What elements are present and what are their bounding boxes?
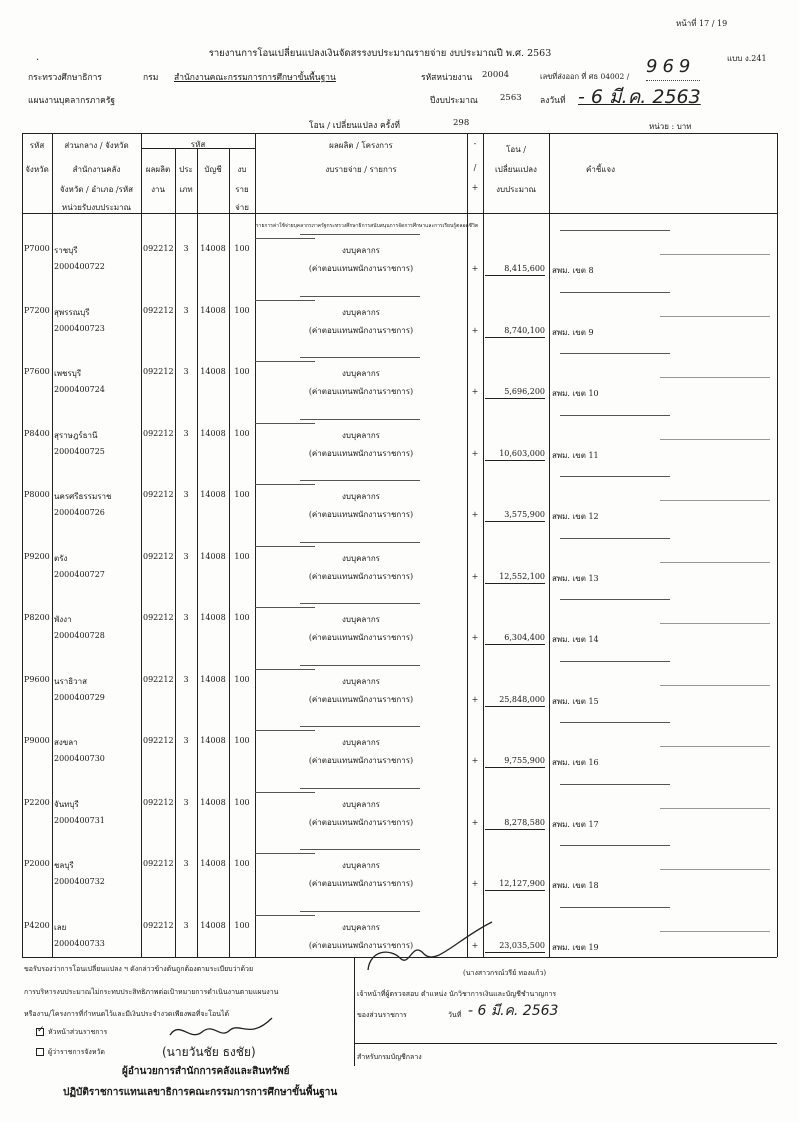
check-governor[interactable] (36, 1047, 105, 1058)
header-amount: เปลี่ยนแปลง (495, 165, 537, 174)
officer-unit: ของส่วนราชการ (357, 1011, 407, 1019)
budget-type: งบบุคลากร (342, 738, 380, 747)
scan-stroke (560, 845, 670, 846)
transfer-number: 298 (453, 118, 470, 128)
header-division: ส่วนกลาง / จังหวัด (64, 141, 129, 150)
col-line (141, 133, 142, 957)
header-type: เภท (179, 185, 193, 194)
type-code: 3 (183, 798, 189, 807)
check-governor-label: ผู้ว่าราชการจังหวัด (48, 1048, 105, 1056)
department-label: กรม (143, 73, 159, 83)
amount-underline (485, 521, 545, 522)
officer-date-label: วันที่ (448, 1011, 462, 1019)
type-code: 3 (183, 244, 189, 253)
account-code: 14008 (200, 921, 226, 930)
budget-type: งบบุคลากร (342, 369, 380, 378)
fiscal-year: 2563 (500, 93, 522, 103)
comptroller-label: สำหรับกรมบัญชีกลาง (357, 1053, 422, 1061)
area-code: P7600 (24, 367, 50, 376)
unit-code: 2000400727 (54, 570, 105, 579)
certification-line: การบริหารงบประมาณไม่กระทบประสิทธิภาพต่อเป้าหมายการดำเนินงานตามแผนงาน (24, 988, 279, 996)
unit-code: 2000400725 (54, 447, 105, 456)
sign: + (471, 695, 479, 704)
mark-dot: . (36, 52, 40, 63)
send-number: 969 (646, 56, 696, 77)
budget-item: (ค่าตอบแทนพนักงานราชการ) (308, 941, 414, 950)
checkbox-empty-icon (36, 1048, 44, 1056)
header-area-code: จังหวัด (25, 165, 49, 174)
sign: + (471, 326, 479, 335)
scan-stroke (560, 353, 670, 354)
amount: 23,035,500 (499, 941, 545, 950)
sign: + (471, 633, 479, 642)
remark: สพม. เขต 15 (552, 697, 599, 706)
budget-item: (ค่าตอบแทนพนักงานราชการ) (308, 510, 414, 519)
scan-stroke (300, 419, 420, 420)
amount: 12,552,100 (499, 572, 545, 581)
scan-stroke (560, 538, 670, 539)
remark: สพม. เขต 8 (552, 266, 594, 275)
scan-stroke (255, 238, 315, 239)
budget-type: งบบุคลากร (342, 800, 380, 809)
remark: สพม. เขต 9 (552, 328, 594, 337)
remark: สพม. เขต 18 (552, 881, 599, 890)
header-product: ผลผลิต (145, 165, 171, 174)
sign: + (471, 572, 479, 581)
remark: สพม. เขต 10 (552, 389, 599, 398)
scan-stroke (255, 484, 315, 485)
product-code: 092212 (143, 429, 174, 438)
header-output: งบรายจ่าย / รายการ (325, 165, 397, 174)
province-name: จันทบุรี (54, 800, 79, 809)
sign: + (471, 264, 479, 273)
account-code: 14008 (200, 798, 226, 807)
amount-underline (485, 829, 545, 830)
type-code: 3 (183, 490, 189, 499)
budget-item: (ค่าตอบแทนพนักงานราชการ) (308, 326, 414, 335)
amount-underline (485, 398, 545, 399)
area-code: P7200 (24, 306, 50, 315)
scan-stroke (255, 607, 315, 608)
account-code: 14008 (200, 306, 226, 315)
scan-stroke (300, 788, 420, 789)
amount: 8,415,600 (504, 264, 545, 273)
province-name: ชลบุรี (54, 861, 74, 870)
type-code: 3 (183, 859, 189, 868)
account-code: 14008 (200, 429, 226, 438)
product-code: 092212 (143, 736, 174, 745)
header-amount: โอน / (506, 145, 526, 154)
scan-stroke (255, 361, 315, 362)
officer-position: เจ้าหน้าที่ผู้ตรวจสอบ ตำแหน่ง นักวิชาการเงินและบัญชีชำนาญการ (357, 990, 557, 998)
unit-code: 2000400728 (54, 631, 105, 640)
unit-code-label: รหัสหน่วยงาน (421, 73, 473, 83)
sign: + (471, 879, 479, 888)
scan-stroke (255, 853, 315, 854)
budget-type: งบบุคลากร (342, 554, 380, 563)
signer-title: ผู้อำนวยการสำนักการคลังและสินทรัพย์ (122, 1066, 290, 1077)
amount: 8,740,100 (504, 326, 545, 335)
scan-stroke (660, 869, 770, 870)
header-area-code: รหัส (29, 141, 45, 150)
scan-stroke (255, 546, 315, 547)
sign: + (471, 510, 479, 519)
account-code: 14008 (200, 675, 226, 684)
expense-code: 100 (234, 859, 250, 868)
amount-underline (485, 706, 545, 707)
header-output: ผลผลิต / โครงการ (329, 141, 393, 150)
area-code: P2200 (24, 798, 50, 807)
scan-stroke (300, 234, 420, 235)
budget-type: งบบุคลากร (342, 677, 380, 686)
date-label: ลงวันที่ (540, 96, 566, 106)
row-banner: รายการค่าใช้จ่ายบุคลากรภาครัฐกระทรวงศึกษาธิการสนับสนุนการจัดการศึกษาและการเรียนรู้ตลอดชีวิต (256, 223, 479, 229)
footer-divider (354, 957, 355, 1066)
remark: สพม. เขต 13 (552, 574, 599, 583)
header-expense: งบ (237, 165, 247, 174)
amount: 5,696,200 (504, 387, 545, 396)
expense-code: 100 (234, 367, 250, 376)
expense-code: 100 (234, 490, 250, 499)
amount: 12,127,900 (499, 879, 545, 888)
scan-stroke (660, 685, 770, 686)
amount-underline (485, 583, 545, 584)
header-product: งาน (151, 185, 165, 194)
scan-stroke (660, 439, 770, 440)
header-account: บัญชี (204, 165, 222, 174)
account-code: 14008 (200, 552, 226, 561)
ministry-label: กระทรวงศึกษาธิการ (28, 73, 102, 83)
account-code: 14008 (200, 859, 226, 868)
scan-stroke (660, 808, 770, 809)
header-remark: คำชี้แจง (586, 165, 616, 174)
header-sign: - (473, 139, 477, 148)
amount: 9,755,900 (504, 756, 545, 765)
remark: สพม. เขต 19 (552, 943, 599, 952)
col-line (549, 133, 550, 957)
remark: สพม. เขต 17 (552, 820, 599, 829)
header-code: รหัส (190, 140, 206, 149)
scan-stroke (660, 746, 770, 747)
scan-stroke (300, 357, 420, 358)
scan-stroke (560, 784, 670, 785)
budget-type: งบบุคลากร (342, 492, 380, 501)
sign: + (471, 818, 479, 827)
type-code: 3 (183, 429, 189, 438)
page-number: หน้าที่ 17 / 19 (676, 19, 728, 28)
product-code: 092212 (143, 675, 174, 684)
type-code: 3 (183, 613, 189, 622)
header-type: ประ (179, 165, 193, 174)
unit-code: 2000400729 (54, 693, 105, 702)
province-name: ราชบุรี (54, 246, 78, 255)
expense-code: 100 (234, 921, 250, 930)
table-top-border (22, 133, 777, 134)
form-code: แบบ ง.241 (727, 54, 767, 63)
province-name: เพชรบุรี (54, 369, 82, 378)
scan-stroke (560, 599, 670, 600)
unit-code: 2000400730 (54, 754, 105, 763)
fiscal-year-label: ปีงบประมาณ (430, 96, 478, 106)
officer-name: (นางสาวกรณ์วรีย์ ทองแก้ว) (463, 969, 547, 977)
budget-item: (ค่าตอบแทนพนักงานราชการ) (308, 572, 414, 581)
type-code: 3 (183, 675, 189, 684)
province-name: สุราษฎร์ธานี (54, 431, 98, 440)
budget-item: (ค่าตอบแทนพนักงานราชการ) (308, 818, 414, 827)
scan-stroke (660, 500, 770, 501)
scan-stroke (560, 415, 670, 416)
product-code: 092212 (143, 613, 174, 622)
header-expense: ราย (235, 185, 249, 194)
amount-underline (485, 890, 545, 891)
unit-code: 2000400732 (54, 877, 105, 886)
col-line (483, 133, 484, 957)
area-code: P8400 (24, 429, 50, 438)
scan-stroke (560, 292, 670, 293)
scan-stroke (560, 476, 670, 477)
unit-code: 2000400723 (54, 324, 105, 333)
account-code: 14008 (200, 367, 226, 376)
plan-label: แผนงานบุคลากรภาครัฐ (28, 96, 116, 106)
sign: + (471, 449, 479, 458)
scan-stroke (660, 623, 770, 624)
budget-item: (ค่าตอบแทนพนักงานราชการ) (308, 633, 414, 642)
amount-underline (485, 644, 545, 645)
budget-item: (ค่าตอบแทนพนักงานราชการ) (308, 695, 414, 704)
account-code: 14008 (200, 490, 226, 499)
scan-stroke (300, 849, 420, 850)
type-code: 3 (183, 736, 189, 745)
remark: สพม. เขต 11 (552, 451, 599, 460)
amount: 10,603,000 (499, 449, 545, 458)
scan-stroke (660, 931, 770, 932)
scan-stroke (255, 423, 315, 424)
area-code: P8000 (24, 490, 50, 499)
footer-divider-h (354, 1043, 777, 1044)
budget-item: (ค่าตอบแทนพนักงานราชการ) (308, 264, 414, 273)
budget-type: งบบุคลากร (342, 431, 380, 440)
check-head-label: หัวหน้าส่วนราชการ (48, 1028, 108, 1036)
header-division: หน่วยรับงบประมาณ (61, 203, 132, 212)
product-code: 092212 (143, 244, 174, 253)
amount: 25,848,000 (499, 695, 545, 704)
expense-code: 100 (234, 552, 250, 561)
date-handwritten: - 6 มี.ค. 2563 (578, 86, 701, 108)
area-code: P9000 (24, 736, 50, 745)
budget-item: (ค่าตอบแทนพนักงานราชการ) (308, 449, 414, 458)
header-division: สำนักงานคลัง (72, 165, 121, 174)
col-line (52, 133, 53, 957)
scan-stroke (255, 300, 315, 301)
scan-stroke (255, 792, 315, 793)
product-code: 092212 (143, 921, 174, 930)
sign: + (471, 387, 479, 396)
expense-code: 100 (234, 244, 250, 253)
product-code: 092212 (143, 798, 174, 807)
scan-stroke (560, 722, 670, 723)
sign: + (471, 756, 479, 765)
remark: สพม. เขต 14 (552, 635, 599, 644)
scan-stroke (300, 665, 420, 666)
expense-code: 100 (234, 798, 250, 807)
type-code: 3 (183, 921, 189, 930)
expense-code: 100 (234, 306, 250, 315)
product-code: 092212 (143, 367, 174, 376)
budget-type: งบบุคลากร (342, 615, 380, 624)
scan-stroke (660, 254, 770, 255)
area-code: P9200 (24, 552, 50, 561)
unit-code: 2000400733 (54, 939, 105, 948)
product-code: 092212 (143, 490, 174, 499)
expense-code: 100 (234, 675, 250, 684)
scan-stroke (560, 661, 670, 662)
area-code: P4200 (24, 921, 50, 930)
unit-code: 2000400731 (54, 816, 105, 825)
budget-type: งบบุคลากร (342, 923, 380, 932)
checkbox-checked-icon (36, 1028, 44, 1036)
expense-code: 100 (234, 613, 250, 622)
officer-date: - 6 มี.ค. 2563 (468, 1003, 559, 1019)
col-line (22, 133, 23, 957)
scan-stroke (300, 542, 420, 543)
col-line (467, 133, 468, 957)
type-code: 3 (183, 306, 189, 315)
scan-stroke (300, 603, 420, 604)
unit-code: 20004 (482, 70, 510, 80)
scan-stroke (255, 730, 315, 731)
product-code: 092212 (143, 306, 174, 315)
province-name: ตรัง (54, 554, 68, 563)
amount: 3,575,900 (504, 510, 545, 519)
account-code: 14008 (200, 244, 226, 253)
budget-type: งบบุคลากร (342, 861, 380, 870)
scan-stroke (255, 915, 315, 916)
province-name: เลย (54, 923, 67, 932)
area-code: P9600 (24, 675, 50, 684)
product-code: 092212 (143, 552, 174, 561)
signer-acting: ปฏิบัติราชการแทนเลขาธิการคณะกรรมการการศึกษาขั้นพื้นฐาน (63, 1087, 338, 1098)
sign: + (471, 941, 479, 950)
header-division: จังหวัด / อำเภอ /รหัส (59, 185, 134, 194)
remark: สพม. เขต 12 (552, 512, 599, 521)
signer-name: (นายวันชัย ธงชัย) (162, 1045, 256, 1059)
scan-stroke (660, 562, 770, 563)
scan-stroke (560, 907, 670, 908)
type-code: 3 (183, 367, 189, 376)
province-name: นราธิวาส (54, 677, 88, 686)
budget-type: งบบุคลากร (342, 308, 380, 317)
report-title: รายงานการโอนเปลี่ยนแปลงเงินจัดสรรงบประมาณรายจ่าย งบประมาณปี พ.ศ. 2563 (208, 48, 552, 59)
scan-stroke (300, 296, 420, 297)
scan-stroke (300, 480, 420, 481)
unit-code: 2000400722 (54, 262, 105, 271)
header-amount: งบประมาณ (496, 185, 536, 194)
account-code: 14008 (200, 613, 226, 622)
expense-code: 100 (234, 736, 250, 745)
send-number-line (646, 80, 700, 81)
area-code: P7000 (24, 244, 50, 253)
certification-line: หรืองาน/โครงการที่กำหนดไว้และมีเงินประจำงวดเพียงพอที่จะโอนได้ (24, 1010, 230, 1018)
product-code: 092212 (143, 859, 174, 868)
col-line (777, 133, 778, 957)
header-sign: / (473, 163, 477, 172)
expense-code: 100 (234, 429, 250, 438)
type-code: 3 (183, 552, 189, 561)
budget-type: งบบุคลากร (342, 246, 380, 255)
province-name: พังงา (54, 615, 72, 624)
unit-code: 2000400726 (54, 508, 105, 517)
check-head-of-agency[interactable] (36, 1027, 107, 1038)
header-sign: + (471, 183, 479, 192)
remark: สพม. เขต 16 (552, 758, 599, 767)
send-number-label: เลขที่ส่งออก ที่ ศธ 04002 / (540, 72, 630, 81)
unit-baht: หน่วย : บาท (649, 122, 692, 131)
scan-stroke (660, 316, 770, 317)
amount-underline (485, 275, 545, 276)
unit-code: 2000400724 (54, 385, 105, 394)
province-name: สงขลา (54, 738, 78, 747)
amount: 6,304,400 (504, 633, 545, 642)
budget-item: (ค่าตอบแทนพนักงานราชการ) (308, 756, 414, 765)
transfer-label: โอน / เปลี่ยนแปลง ครั้งที่ (309, 121, 400, 131)
certification-line: ขอรับรองว่าการโอนเปลี่ยนแปลง ฯ ดังกล่าวข้างต้นถูกต้องตามระเบียบว่าด้วย (24, 965, 254, 973)
province-name: นครศรีธรรมราช (54, 492, 112, 501)
scan-stroke (300, 726, 420, 727)
budget-item: (ค่าตอบแทนพนักงานราชการ) (308, 879, 414, 888)
amount: 8,278,580 (504, 818, 545, 827)
area-code: P2000 (24, 859, 50, 868)
scan-stroke (560, 230, 670, 231)
budget-item: (ค่าตอบแทนพนักงานราชการ) (308, 387, 414, 396)
department-name: สำนักงานคณะกรรมการการศึกษาขั้นพื้นฐาน (174, 73, 336, 83)
province-name: สุพรรณบุรี (54, 308, 90, 317)
area-code: P8200 (24, 613, 50, 622)
scan-stroke (660, 377, 770, 378)
scan-stroke (255, 669, 315, 670)
amount-underline (485, 337, 545, 338)
header-expense: จ่าย (235, 203, 249, 212)
amount-underline (485, 767, 545, 768)
account-code: 14008 (200, 736, 226, 745)
amount-underline (485, 460, 545, 461)
